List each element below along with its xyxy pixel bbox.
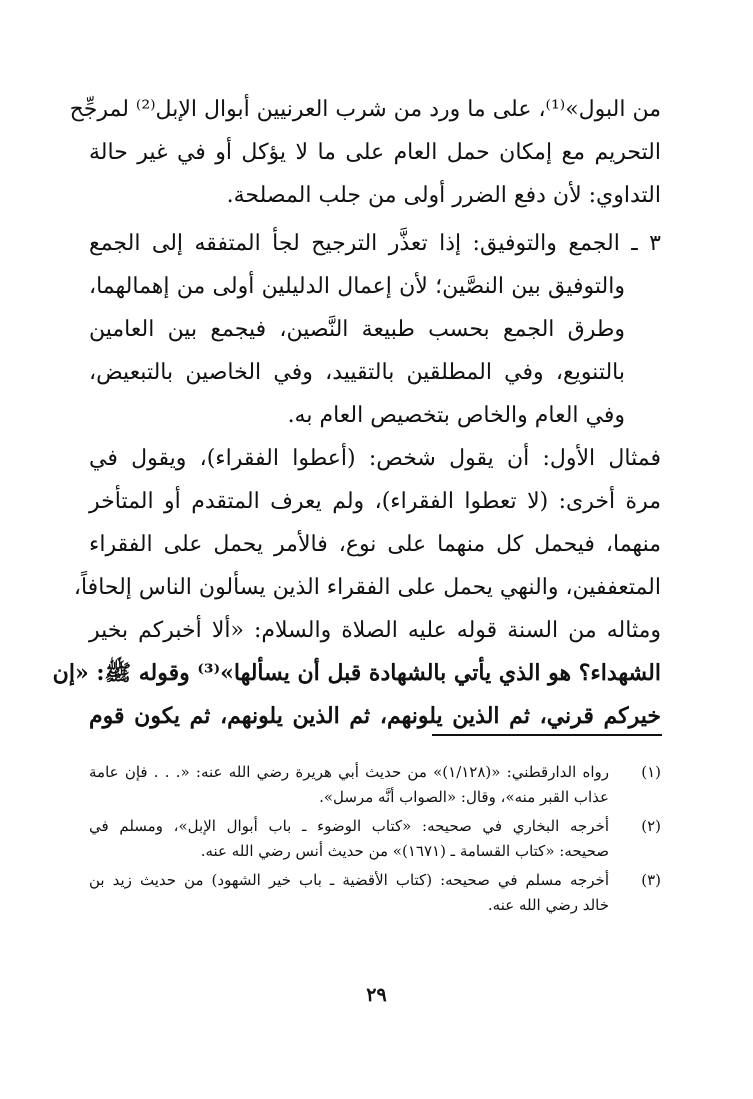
text-line: خيركم قرني، ثم الذين يلونهم، ثم الذين يلونهم، ثم يكون قوم (89, 703, 661, 729)
footnote-line: عذاب القبر منه»، وقال: «الصواب أنَّه مرسل». (319, 788, 609, 806)
paragraph-first-example (52, 437, 661, 738)
footnote-separator (432, 734, 662, 736)
text-line: وطرق الجمع بحسب طبيعة النَّصين، فيجمع بين العامين (89, 317, 625, 342)
paragraph-bol-ruling (69, 88, 661, 217)
text-line: التحريم مع إمكان حمل العام على ما لا يؤكل أو في غير حالة (89, 140, 661, 165)
text-line: المتعففين، والنهي يحمل على الفقراء الذين يسألون الناس إلحافاً، (73, 575, 661, 600)
paragraph-reconciliation (89, 222, 661, 437)
text-line: من البول»⁽¹⁾، على ما ورد من شرب العرنيين أبوال الإبل⁽²⁾ لمرجِّح (69, 97, 661, 122)
footnote-line: خالد رضي الله عنه. (487, 896, 609, 914)
footnote-line: أخرجه مسلم في صحيحه: (كتاب الأقضية ـ باب خير الشهود) من حديث زيد بن (89, 871, 609, 889)
footnote-1 (89, 760, 661, 810)
footnote-line: رواه الدارقطني: «(١/١٢٨)» من حديث أبي هريرة رضي الله عنه: «. . . فإن عامة (89, 763, 609, 781)
text-line: التداوي: لأن دفع الضرر أولى من جلب المصلحة. (226, 183, 661, 208)
page-number: ٢٩ (366, 984, 387, 1006)
footnote-number: (٢) (641, 817, 661, 835)
text-line: والتوفيق بين النصَّين؛ لأن إعمال الدليلين أولى من إهمالهما، (89, 274, 625, 299)
text-line: فمثال الأول: أن يقول شخص: (أعطوا الفقراء)، ويقول في (89, 446, 661, 471)
footnotes (89, 760, 661, 922)
text-line: بالتنويع، وفي المطلقين بالتقييد، وفي الخاصين بالتبعيض، (89, 360, 625, 385)
footnote-number: (٣) (641, 871, 661, 889)
text-line: منهما، فيحمل كل منهما على نوع، فالأمر يحمل على الفقراء (89, 532, 661, 557)
text-line: ٣ ـ الجمع والتوفيق: إذا تعذَّر الترجيح لجأ المتفقه إلى الجمع (89, 231, 661, 256)
text-line: ومثاله من السنة قوله عليه الصلاة والسلام: «ألا أخبركم بخير (89, 618, 661, 643)
footnote-line: أخرجه البخاري في صحيحه: «كتاب الوضوء ـ باب أبوال الإبل»، ومسلم في (89, 817, 609, 835)
text-line: وفي العام والخاص بتخصيص العام به. (287, 403, 625, 428)
footnote-2 (89, 814, 661, 864)
text-line: الشهداء؟ هو الذي يأتي بالشهادة قبل أن يسألها»⁽³⁾ وقوله ﷺ: «إن (52, 660, 661, 686)
footnote-number: (١) (641, 763, 661, 781)
footnote-line: صحيحه: «كتاب القسامة ـ (١٦٧١)» من حديث أنس رضي الله عنه. (200, 842, 609, 860)
footnote-3 (89, 868, 661, 918)
text-line: مرة أخرى: (لا تعطوا الفقراء)، ولم يعرف المتقدم أو المتأخر (89, 489, 661, 514)
